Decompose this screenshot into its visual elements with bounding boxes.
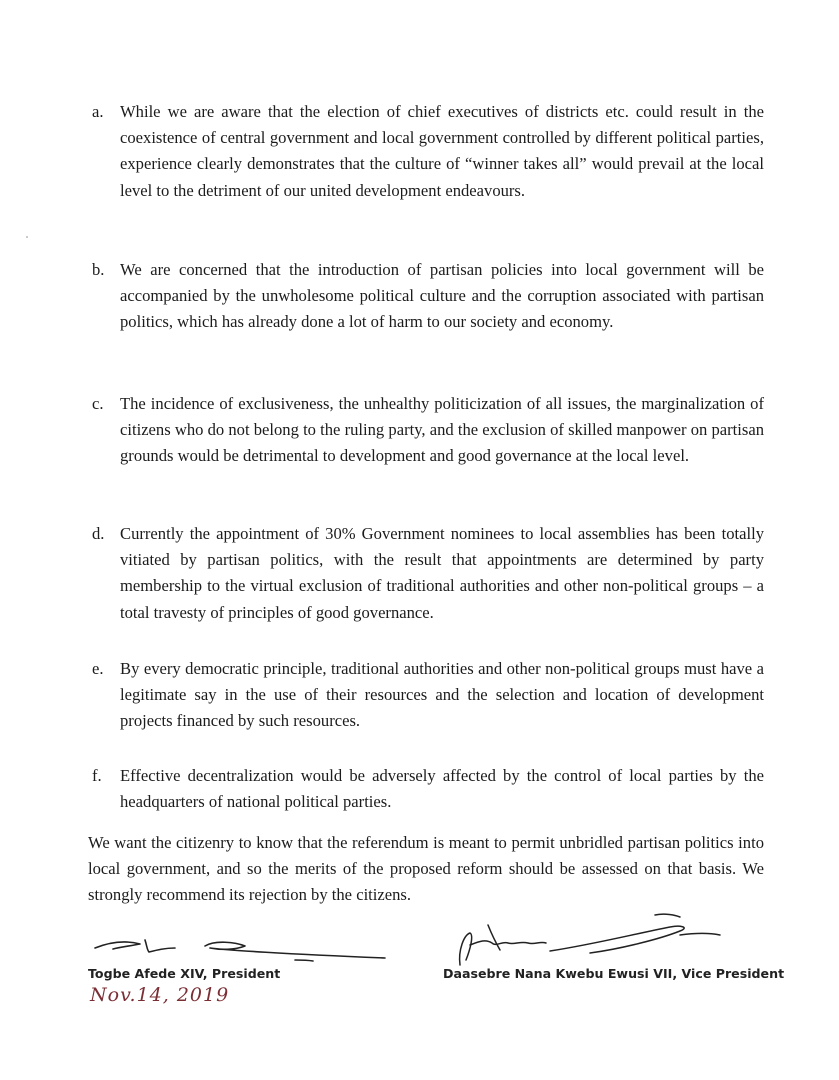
list-item-text: Currently the appointment of 30% Government nominees to local assemblies has been totally vitiated by partisan politics, with the result that appointments are determined by party membership to the virtual exclusion of traditional authorities and other non-political groups – a total travesty of principles of good governance. [120, 524, 764, 622]
handwritten-date: Nov.14, 2019 [90, 984, 230, 1006]
list-item-e [92, 656, 764, 735]
closing-paragraph: We want the citizenry to know that the referendum is meant to permit unbridled partisan politics into local government, and so the merits of the proposed reform should be assessed on that basis. We strongly recommend its rejection by the citizens. [88, 833, 764, 905]
list-item-a [92, 99, 764, 204]
scan-speck [26, 236, 28, 238]
list-item-text: By every democratic principle, traditional authorities and other non-political groups must have a legitimate say in the use of their resources and the selection and location of development projects financed by such resources. [120, 659, 764, 731]
signatory-name-president: Togbe Afede XIV, President [88, 966, 281, 981]
list-item-f [92, 763, 764, 815]
list-item-b [92, 257, 764, 336]
list-item-c [92, 391, 764, 470]
list-item-text: Effective decentralization would be adversely affected by the control of local parties by the headquarters of national political parties. [120, 766, 764, 812]
list-marker: f. [92, 766, 102, 785]
signature-president [85, 920, 405, 970]
list-item-text: We are concerned that the introduction of partisan policies into local government will be accompanied by the unwholesome political culture and the corruption associated with partisan politics, which has already done a lot of harm to our society and economy. [120, 260, 764, 332]
list-item-text: The incidence of exclusiveness, the unhealthy politicization of all issues, the marginalization of citizens who do not belong to the ruling party, and the exclusion of skilled manpower on partisan grounds would be detrimental to development and good governance at the local level. [120, 394, 764, 466]
list-item-text: While we are aware that the election of chief executives of districts etc. could result in the coexistence of central government and local government controlled by different political parties, experience clearly demonstrates that the culture of “winner takes all” would prevail at the local level to the detriment of our united development endeavours. [120, 102, 764, 200]
signature-vice-president [440, 905, 740, 975]
list-marker: e. [92, 659, 104, 678]
list-item-d [92, 521, 764, 626]
signatory-name-vice-president: Daasebre Nana Kwebu Ewusi VII, Vice President [443, 966, 785, 981]
list-marker: b. [92, 260, 105, 279]
list-marker: c. [92, 394, 104, 413]
list-marker: a. [92, 102, 104, 121]
list-marker: d. [92, 524, 105, 543]
